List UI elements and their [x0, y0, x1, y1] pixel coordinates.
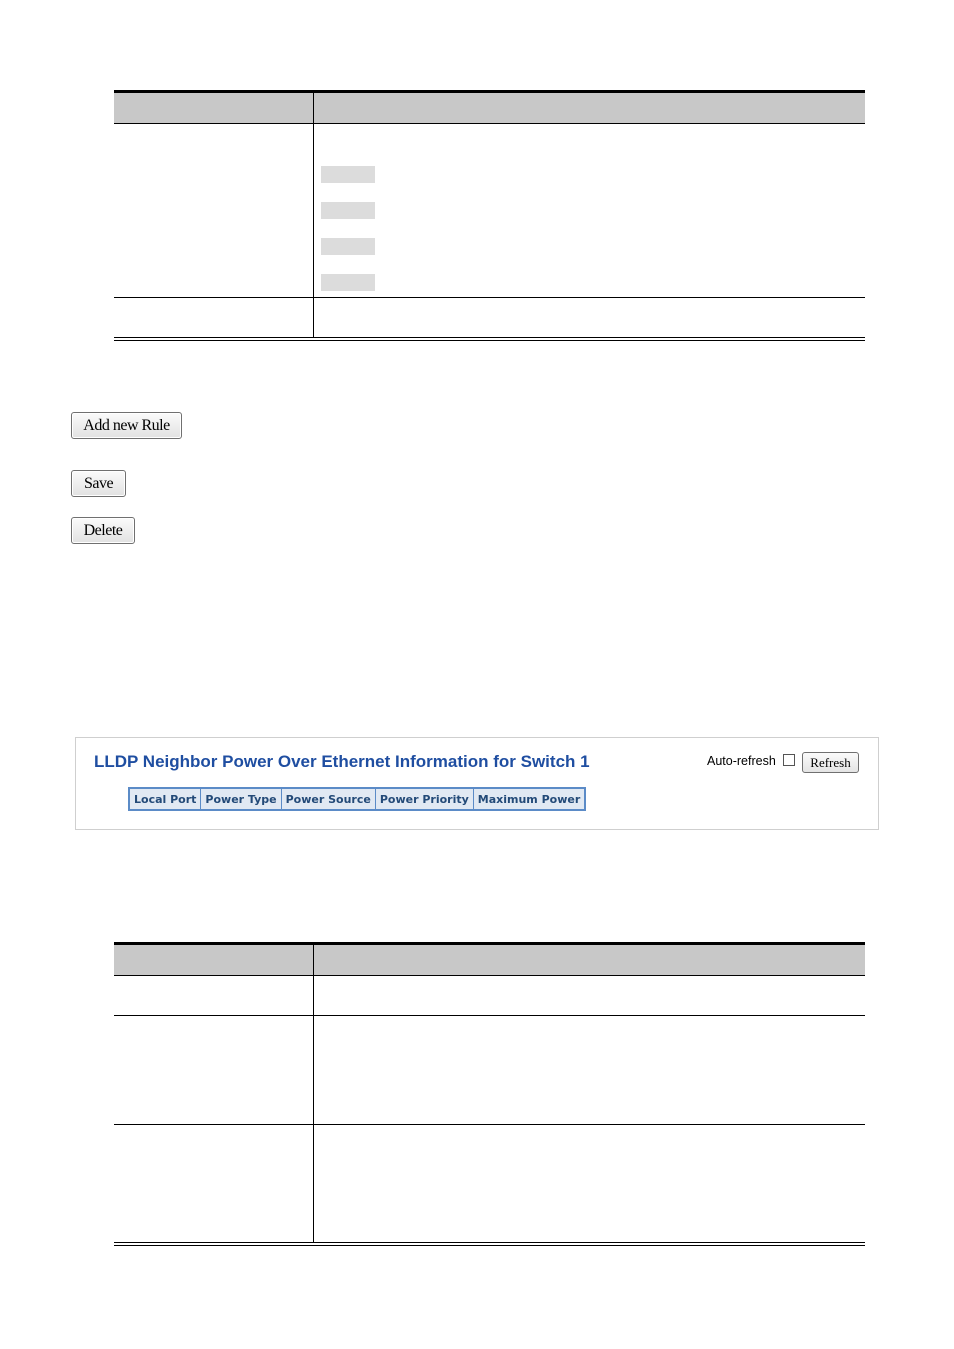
panel-title: LLDP Neighbor Power Over Ethernet Information for Switch 1: [94, 752, 590, 771]
add-new-rule-button[interactable]: Add new Rule: [71, 412, 182, 439]
upper-doc-table: [114, 90, 865, 341]
column-header-local-port: Local Port: [130, 789, 201, 809]
table-bottom-rule: [114, 340, 865, 341]
row-divider: [114, 297, 865, 298]
column-divider: [313, 945, 314, 1243]
delete-button[interactable]: Delete: [71, 517, 135, 544]
column-header-power-type: Power Type: [201, 789, 281, 809]
lldp-table-header: [128, 787, 586, 811]
header-divider: [114, 123, 865, 124]
save-button[interactable]: Save: [71, 470, 126, 497]
lldp-poe-panel: [75, 737, 879, 830]
column-header-power-priority: Power Priority: [376, 789, 474, 809]
table-header-row: [114, 93, 865, 123]
column-header-power-source: Power Source: [282, 789, 376, 809]
value-chip: [321, 202, 375, 219]
table-bottom-rule: [114, 1242, 865, 1243]
header-divider: [114, 975, 865, 976]
column-header-maximum-power: Maximum Power: [477, 792, 581, 806]
lower-doc-table: [114, 942, 865, 1246]
row-divider: [114, 1015, 865, 1016]
table-header-row: [114, 945, 865, 975]
table-bottom-rule: [114, 1245, 865, 1246]
value-chip: [321, 166, 375, 183]
auto-refresh-label: Auto-refresh: [707, 754, 776, 768]
refresh-button[interactable]: Refresh: [802, 752, 859, 773]
table-bottom-rule: [114, 337, 865, 338]
value-chip: [321, 274, 375, 291]
column-divider: [313, 93, 314, 338]
row-divider: [114, 1124, 865, 1125]
auto-refresh-checkbox[interactable]: [783, 754, 795, 766]
value-chip: [321, 238, 375, 255]
